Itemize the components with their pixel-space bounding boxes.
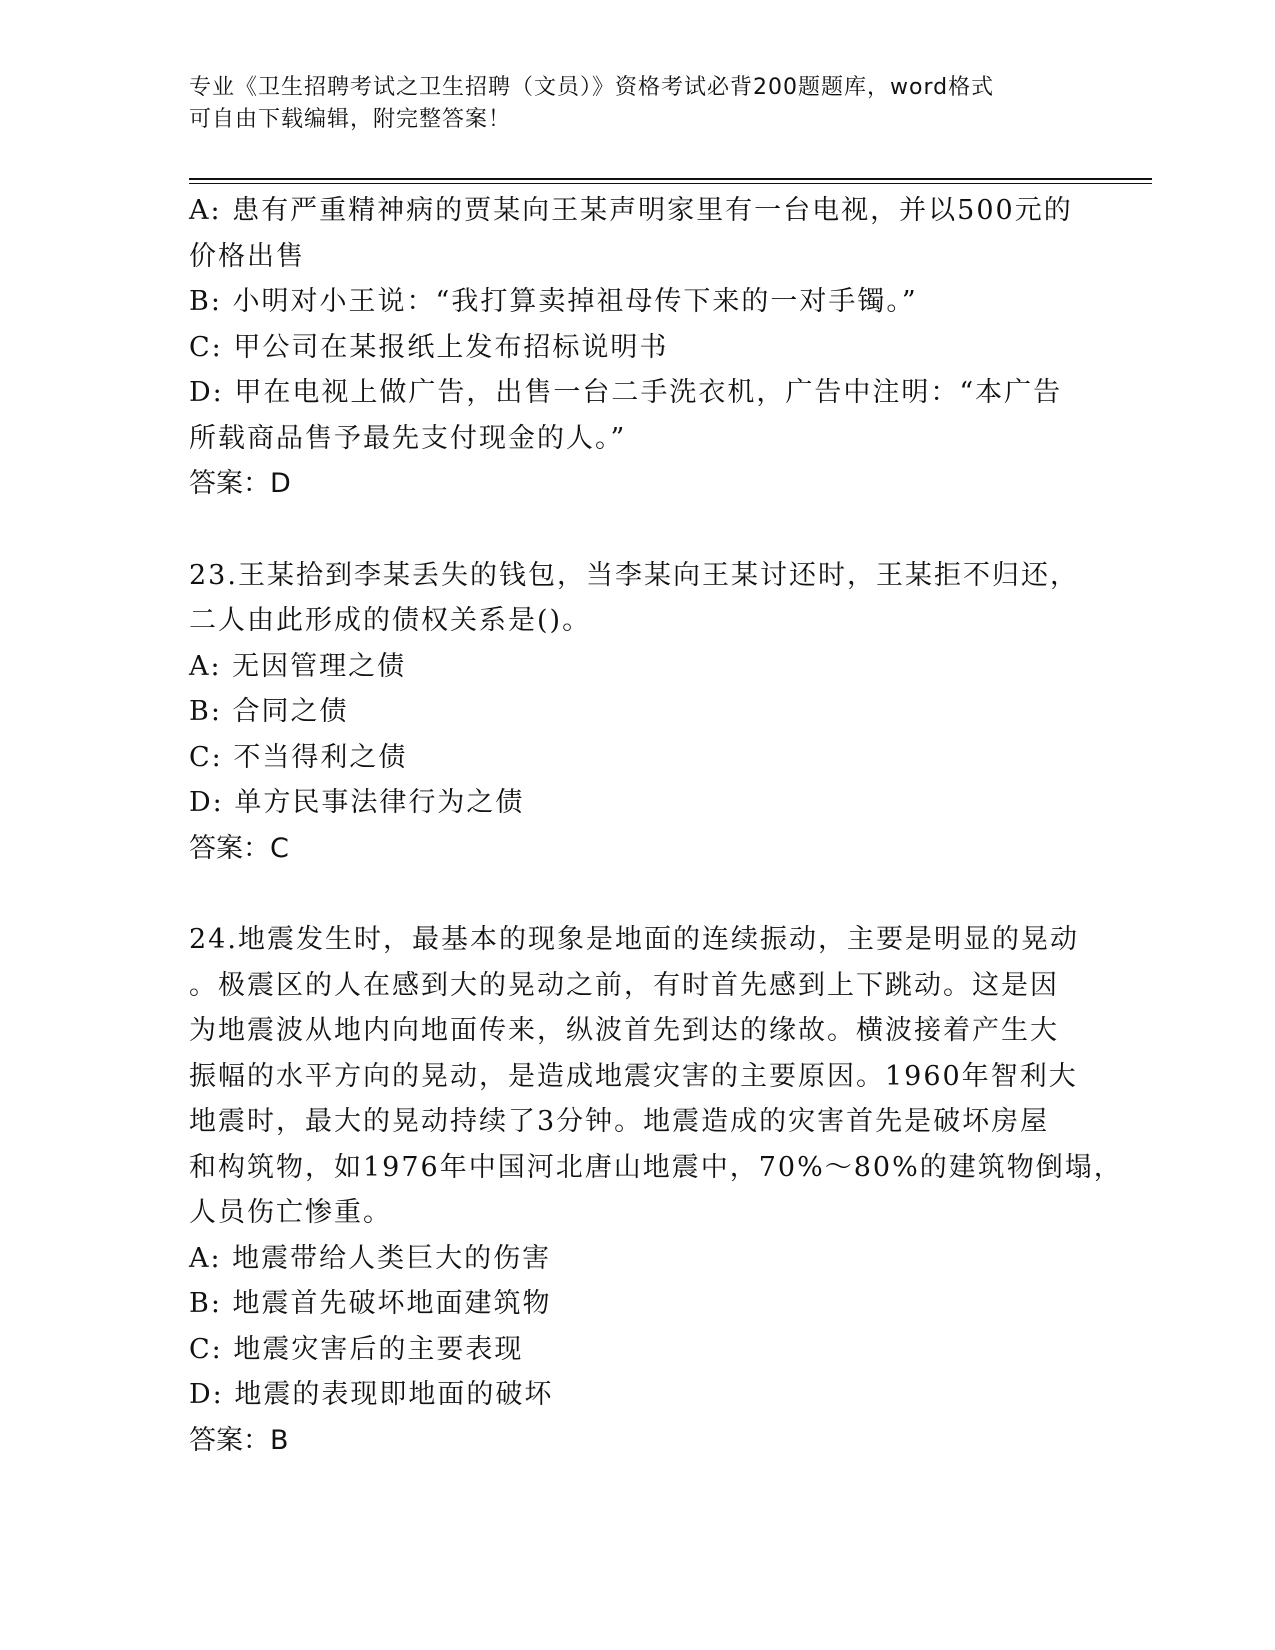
option-d-line-1: D: 甲在电视上做广告，出售一台二手洗衣机，广告中注明：“本广告 — [189, 377, 1063, 408]
question-stem-line-7: 人员伤亡惨重。 — [189, 1197, 392, 1228]
option-d-line-2: 所载商品售予最先支付现金的人。” — [189, 422, 627, 454]
option-c: C: 不当得利之债 — [189, 741, 408, 773]
question-stem-line-6: 和构筑物，如1976年中国河北唐山地震中，70%～80%的建筑物倒塌， — [189, 1151, 1123, 1183]
document-header — [189, 72, 1089, 136]
question-stem-line-2: 二人由此形成的债权关系是()。 — [189, 605, 592, 636]
header-rule-thick — [189, 178, 1152, 180]
question-23-block — [189, 553, 1089, 872]
header-line-1: 专业《卫生招聘考试之卫生招聘（文员）》资格考试必背200题题库，word格式 — [189, 75, 995, 100]
question-stem-line-3: 为地震波从地内向地面传来，纵波首先到达的缘故。横波接着产生大 — [189, 1015, 1059, 1046]
question-22-block — [189, 188, 1089, 507]
question-stem-line-5: 地震时，最大的晃动持续了3分钟。地震造成的灾害首先是破坏房屋 — [189, 1106, 1050, 1137]
answer-line: 答案：D — [189, 468, 291, 499]
option-b: B: 地震首先破坏地面建筑物 — [189, 1288, 552, 1319]
question-stem-line-1: 24.地震发生时，最基本的现象是地面的连续振动，主要是明显的晃动 — [189, 924, 1079, 955]
spacer — [189, 507, 1089, 553]
question-stem-line-1: 23.王某拾到李某丢失的钱包，当李某向王某讨还时，王某拒不归还， — [189, 559, 1079, 591]
answer-line: 答案：C — [189, 832, 289, 864]
option-b: B: 合同之债 — [189, 696, 349, 727]
header-rule-thin — [189, 183, 1152, 184]
question-stem-line-4: 振幅的水平方向的晃动，是造成地震灾害的主要原因。1960年智利大 — [189, 1060, 1078, 1092]
document-body — [189, 188, 1123, 1463]
option-a: A: 地震带给人类巨大的伤害 — [189, 1242, 552, 1274]
option-d: D: 单方民事法律行为之债 — [189, 787, 525, 818]
option-a-line-1: A: 患有严重精神病的贾某向王某声明家里有一台电视，并以500元的 — [189, 195, 1073, 226]
option-c: C: 地震灾害后的主要表现 — [189, 1333, 524, 1365]
option-d: D: 地震的表现即地面的破坏 — [189, 1379, 554, 1410]
answer-line: 答案：B — [189, 1424, 289, 1456]
spacer — [189, 871, 1089, 917]
header-line-2: 可自由下载编辑，附完整答案！ — [189, 107, 512, 132]
option-a-line-2: 价格出售 — [189, 240, 305, 272]
question-24-block — [189, 917, 1123, 1463]
option-c: C: 甲公司在某报纸上发布招标说明书 — [189, 331, 669, 363]
option-b: B: 小明对小王说：“我打算卖掉祖母传下来的一对手镯。” — [189, 286, 918, 317]
option-a: A: 无因管理之债 — [189, 650, 407, 682]
question-stem-line-2: 。极震区的人在感到大的晃动之前，有时首先感到上下跳动。这是因 — [189, 969, 1059, 1001]
